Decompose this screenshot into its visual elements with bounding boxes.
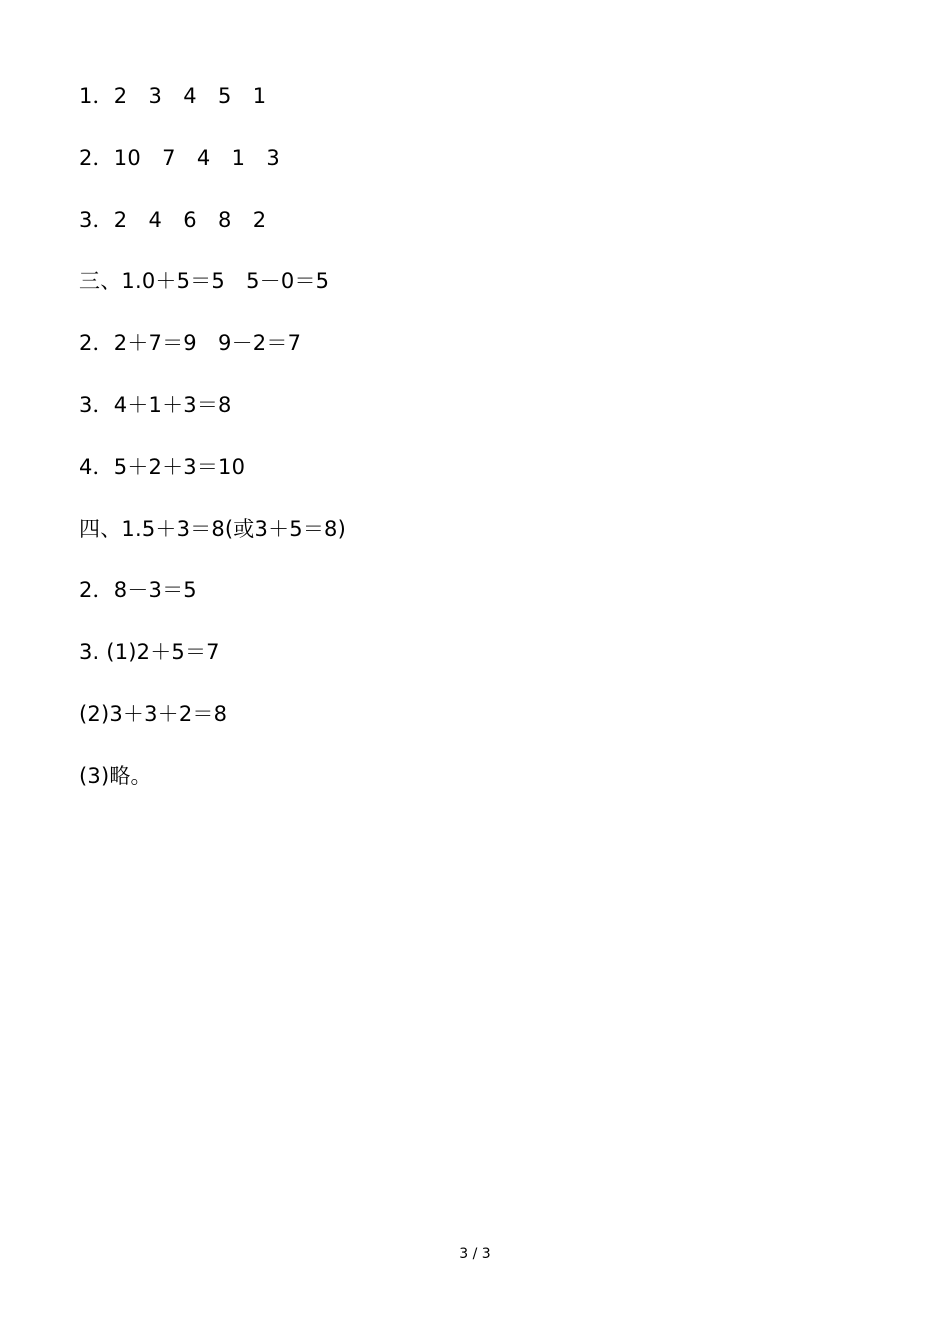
answer-list [79,82,346,824]
answer-line-1: 1．2 3 4 5 1 [79,84,267,108]
answer-line-12: (3)略。 [79,763,152,788]
answer-line-9: 2．8－3＝5 [79,578,197,603]
answer-line-11: (2)3＋3＋2＝8 [79,701,228,726]
answer-line-7: 4．5＋2＋3＝10 [79,454,246,479]
answer-line-6: 3．4＋1＋3＝8 [79,392,232,417]
answer-line-4: 三、1.0＋5＝5 5－0＝5 [79,269,330,294]
answer-line-2: 2．10 7 4 1 3 [79,145,280,170]
answer-line-10: 3. (1)2＋5＝7 [79,640,220,665]
page-number: 3 / 3 [459,1246,491,1262]
answer-line-5: 2．2＋7＝9 9－2＝7 [79,331,302,356]
answer-line-8: 四、1.5＋3＝8(或3＋5＝8) [79,516,346,541]
answer-line-3: 3．2 4 6 8 2 [79,207,267,232]
